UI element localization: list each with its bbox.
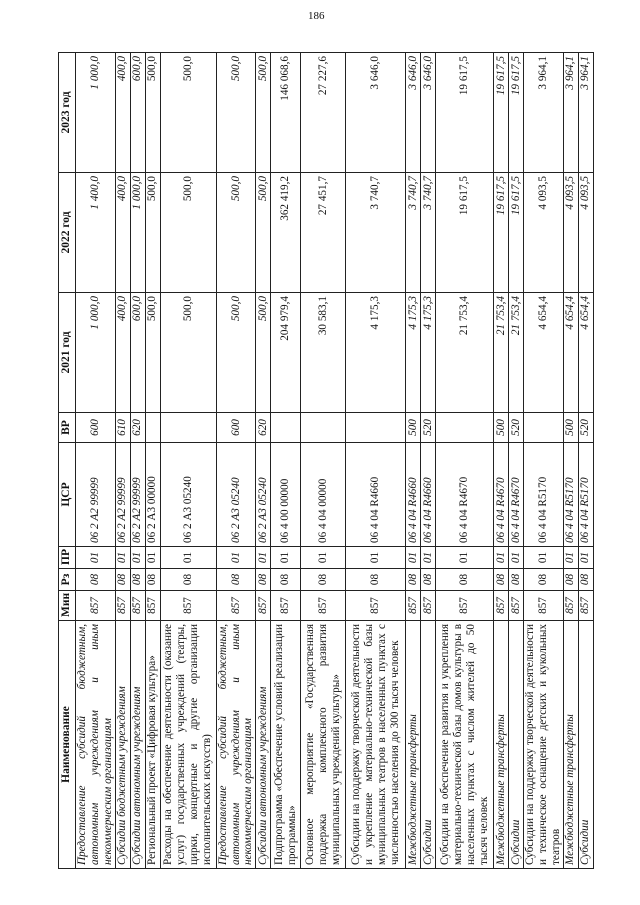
cell-csr: 06 4 04 R5170 [578,443,593,547]
cell-2023: 500,0 [160,53,216,173]
cell-min: 857 [436,591,494,621]
cell-vr [160,413,216,443]
cell-2021: 4 175,3 [346,293,406,413]
table-row [578,53,593,869]
cell-vr [436,413,494,443]
cell-rz: 08 [256,569,271,591]
cell-2021: 30 583,1 [301,293,346,413]
cell-2022: 27 451,7 [301,173,346,293]
cell-name: Региональный проект «Цифровая культура» [145,621,160,869]
cell-2021: 1 000,0 [76,293,116,413]
cell-vr: 620 [130,413,145,443]
cell-csr: 06 2 А3 05240 [160,443,216,547]
cell-csr: 06 4 04 R5170 [524,443,564,547]
cell-2023: 3 964,1 [578,53,593,173]
cell-2022: 1 000,0 [130,173,145,293]
cell-2022: 4 093,5 [524,173,564,293]
cell-vr: 600 [216,413,256,443]
cell-min: 857 [301,591,346,621]
cell-2021: 21 753,4 [494,293,509,413]
cell-min: 857 [578,591,593,621]
cell-rz: 08 [76,569,116,591]
cell-pr: 01 [76,547,116,569]
cell-vr: 500 [406,413,421,443]
cell-2022: 400,0 [115,173,130,293]
cell-name: Предоставление субсидий бюджетным, автономным учреждениям и иным некоммерческим организациям [216,621,256,869]
cell-vr: 620 [256,413,271,443]
cell-min: 857 [216,591,256,621]
cell-vr [524,413,564,443]
header-pr: ПР [59,547,76,569]
table-row [130,53,145,869]
cell-2023: 600,0 [130,53,145,173]
cell-2021: 500,0 [256,293,271,413]
cell-min: 857 [524,591,564,621]
cell-vr: 610 [115,413,130,443]
cell-name: Субсидии автономным учреждениям [256,621,271,869]
header-rz: Рз [59,569,76,591]
cell-2023: 3 646,0 [346,53,406,173]
cell-rz: 08 [421,569,436,591]
cell-2021: 4 654,4 [524,293,564,413]
cell-2023: 19 617,5 [509,53,524,173]
table-body [76,53,594,869]
cell-vr [145,413,160,443]
cell-pr: 01 [563,547,578,569]
cell-min: 857 [145,591,160,621]
cell-name: Расходы на обеспечение деятельности (оказание услуг) государственных учреждений (театры, цирки, концертные и другие организации исполнительских искусств) [160,621,216,869]
table-row [509,53,524,869]
page-number: 186 [308,10,325,22]
cell-name: Субсидии [421,621,436,869]
cell-vr: 520 [509,413,524,443]
cell-name: Субсидии на поддержку творческой деятельности и укрепление материально-технической базы муниципальных театров в населенных пунктах с численностью населения до 300 тысяч человек [346,621,406,869]
cell-2021: 4 654,4 [578,293,593,413]
cell-2023: 146 068,6 [271,53,301,173]
cell-name: Межбюджетные трансферты [406,621,421,869]
cell-vr: 500 [563,413,578,443]
cell-2021: 4 175,3 [421,293,436,413]
table-row [76,53,116,869]
cell-csr: 06 2 А2 99999 [76,443,116,547]
cell-csr: 06 4 04 R4670 [436,443,494,547]
cell-2023: 1 000,0 [76,53,116,173]
cell-2021: 500,0 [216,293,256,413]
cell-name: Межбюджетные трансферты [563,621,578,869]
header-2022: 2022 год [59,173,76,293]
cell-name: Подпрограмма «Обеспечение условий реализации программы» [271,621,301,869]
cell-csr: 06 4 04 R4660 [406,443,421,547]
cell-pr: 01 [346,547,406,569]
table-row [406,53,421,869]
cell-csr: 06 4 04 R4670 [494,443,509,547]
header-2023: 2023 год [59,53,76,173]
cell-2022: 3 740,7 [346,173,406,293]
cell-min: 857 [115,591,130,621]
table-row [301,53,346,869]
cell-2021: 400,0 [115,293,130,413]
table-row [524,53,564,869]
cell-2022: 1 400,0 [76,173,116,293]
cell-2023: 3 646,0 [421,53,436,173]
cell-2022: 500,0 [160,173,216,293]
cell-2023: 500,0 [256,53,271,173]
cell-2021: 21 753,4 [509,293,524,413]
cell-name: Субсидии [509,621,524,869]
cell-min: 857 [563,591,578,621]
cell-rz: 08 [524,569,564,591]
cell-pr: 01 [130,547,145,569]
cell-vr: 600 [76,413,116,443]
header-min: Мин [59,591,76,621]
cell-csr: 06 2 А2 99999 [115,443,130,547]
cell-rz: 08 [406,569,421,591]
header-csr: ЦСР [59,443,76,547]
cell-2021: 500,0 [160,293,216,413]
table-row [216,53,256,869]
cell-min: 857 [346,591,406,621]
cell-csr: 06 2 А2 99999 [130,443,145,547]
cell-pr: 01 [578,547,593,569]
cell-csr: 06 4 04 R5170 [563,443,578,547]
cell-2023: 500,0 [216,53,256,173]
cell-rz: 08 [216,569,256,591]
cell-rz: 08 [271,569,301,591]
table-row [145,53,160,869]
cell-min: 857 [256,591,271,621]
cell-2022: 500,0 [216,173,256,293]
cell-pr: 01 [494,547,509,569]
cell-rz: 08 [494,569,509,591]
cell-pr: 01 [524,547,564,569]
cell-2021: 500,0 [145,293,160,413]
cell-min: 857 [76,591,116,621]
cell-pr: 01 [406,547,421,569]
cell-name: Предоставление субсидий бюджетным, автономным учреждениям и иным некоммерческим организациям [76,621,116,869]
table-row [256,53,271,869]
table-row [563,53,578,869]
cell-vr [346,413,406,443]
cell-csr: 06 4 00 00000 [271,443,301,547]
cell-pr: 01 [421,547,436,569]
cell-2022: 500,0 [145,173,160,293]
cell-name: Субсидии автономным учреждениям [130,621,145,869]
cell-csr: 06 2 А3 00000 [145,443,160,547]
cell-vr: 520 [421,413,436,443]
cell-min: 857 [494,591,509,621]
cell-pr: 01 [509,547,524,569]
cell-min: 857 [421,591,436,621]
cell-2023: 19 617,5 [494,53,509,173]
cell-name: Межбюджетные трансферты [494,621,509,869]
cell-2022: 4 093,5 [578,173,593,293]
cell-2023: 27 227,6 [301,53,346,173]
table-row [436,53,494,869]
cell-2023: 3 646,0 [406,53,421,173]
cell-name: Субсидии на поддержку творческой деятельности и техническое оснащение детских и кукольных театров [524,621,564,869]
header-vr: ВР [59,413,76,443]
header-name: Наименование [59,621,76,869]
cell-rz: 08 [301,569,346,591]
cell-2023: 3 964,1 [563,53,578,173]
cell-pr: 01 [256,547,271,569]
header-2021: 2021 год [59,293,76,413]
cell-2022: 3 740,7 [421,173,436,293]
cell-2021: 4 654,4 [563,293,578,413]
cell-2023: 3 964,1 [524,53,564,173]
cell-2022: 19 617,5 [494,173,509,293]
table-row [115,53,130,869]
cell-vr [271,413,301,443]
cell-rz: 08 [160,569,216,591]
cell-rz: 08 [563,569,578,591]
table-row [271,53,301,869]
header-row [59,53,76,869]
cell-csr: 06 4 04 00000 [301,443,346,547]
rotated-page-content [58,53,600,869]
cell-name: Субсидии на обеспечение развития и укрепления материально-технической базы домов культуры в населенных пунктах с числом жителей до 50 тысяч человек [436,621,494,869]
cell-pr: 01 [301,547,346,569]
cell-rz: 08 [130,569,145,591]
cell-rz: 08 [436,569,494,591]
cell-pr: 01 [271,547,301,569]
cell-2023: 400,0 [115,53,130,173]
cell-pr: 01 [216,547,256,569]
cell-rz: 08 [145,569,160,591]
cell-2022: 3 740,7 [406,173,421,293]
table-row [346,53,406,869]
cell-2021: 204 979,4 [271,293,301,413]
cell-2023: 19 617,5 [436,53,494,173]
cell-min: 857 [509,591,524,621]
cell-pr: 01 [115,547,130,569]
cell-2023: 500,0 [145,53,160,173]
cell-2021: 21 753,4 [436,293,494,413]
cell-csr: 06 2 А3 05240 [256,443,271,547]
cell-rz: 08 [346,569,406,591]
cell-min: 857 [130,591,145,621]
cell-pr: 01 [145,547,160,569]
cell-rz: 08 [509,569,524,591]
cell-2022: 362 419,2 [271,173,301,293]
cell-pr: 01 [436,547,494,569]
cell-pr: 01 [160,547,216,569]
cell-vr: 520 [578,413,593,443]
cell-name: Основное мероприятие «Государственная поддержка комплексного развития муниципальных учреждений культуры» [301,621,346,869]
table-row [160,53,216,869]
cell-vr: 500 [494,413,509,443]
cell-min: 857 [271,591,301,621]
cell-min: 857 [406,591,421,621]
budget-table [58,52,594,869]
cell-rz: 08 [578,569,593,591]
cell-csr: 06 4 04 R4660 [346,443,406,547]
cell-csr: 06 4 04 R4670 [509,443,524,547]
cell-min: 857 [160,591,216,621]
cell-rz: 08 [115,569,130,591]
cell-csr: 06 4 04 R4660 [421,443,436,547]
cell-vr [301,413,346,443]
table-row [421,53,436,869]
cell-2021: 4 175,3 [406,293,421,413]
cell-name: Субсидии [578,621,593,869]
cell-2022: 4 093,5 [563,173,578,293]
cell-2022: 19 617,5 [509,173,524,293]
cell-2021: 600,0 [130,293,145,413]
cell-2022: 19 617,5 [436,173,494,293]
cell-csr: 06 2 А3 05240 [216,443,256,547]
table-row [494,53,509,869]
cell-name: Субсидии бюджетным учреждениям [115,621,130,869]
cell-2022: 500,0 [256,173,271,293]
